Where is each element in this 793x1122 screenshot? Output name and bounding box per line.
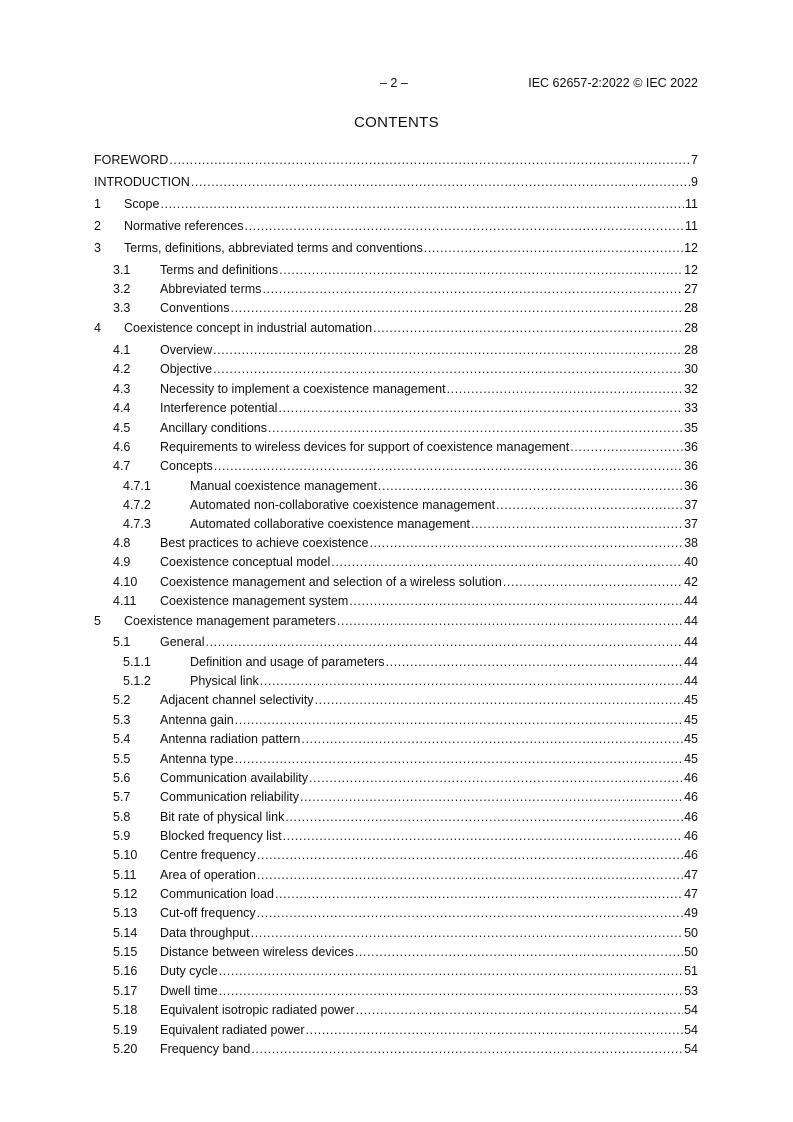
toc-entry-title: Antenna gain — [160, 713, 234, 727]
toc-entry-number: 3 — [94, 241, 101, 255]
toc-entry[interactable] — [94, 554, 698, 570]
toc-entry-page: 46 — [684, 771, 698, 785]
toc-entry[interactable] — [94, 1041, 698, 1057]
toc-entry-page: 12 — [684, 241, 698, 255]
toc-dot-leader — [235, 712, 683, 728]
toc-entry-page: 45 — [684, 732, 698, 746]
toc-entry[interactable] — [94, 770, 698, 786]
toc-entry-title: Communication availability — [160, 771, 308, 785]
toc-entry[interactable] — [94, 712, 698, 728]
toc-entry-page: 33 — [684, 401, 698, 415]
toc-dot-leader — [169, 152, 690, 168]
toc-entry-number: 5.8 — [113, 810, 131, 824]
toc-dot-leader — [570, 439, 683, 455]
toc-entry-title: Manual coexistence management — [190, 479, 377, 493]
toc-dot-leader — [355, 944, 683, 960]
toc-entry-number: 4.10 — [113, 575, 138, 589]
toc-entry-number: 2 — [94, 219, 101, 233]
toc-entry-title: Adjacent channel selectivity — [160, 693, 314, 707]
page-title: CONTENTS — [354, 114, 439, 131]
toc-dot-leader — [503, 574, 683, 590]
toc-entry[interactable] — [94, 458, 698, 474]
toc-entry[interactable] — [94, 828, 698, 844]
toc-entry-page: 47 — [684, 887, 698, 901]
toc-entry-page: 46 — [684, 848, 698, 862]
toc-entry-page: 45 — [684, 752, 698, 766]
toc-dot-leader — [283, 828, 684, 844]
toc-dot-leader — [337, 613, 683, 629]
toc-entry-title: Coexistence management and selection of a wireless solution — [160, 575, 502, 589]
toc-entry[interactable] — [94, 673, 698, 689]
toc-dot-leader — [245, 218, 685, 234]
toc-dot-leader — [279, 262, 683, 278]
toc-entry-title: Coexistence management system — [160, 594, 349, 608]
toc-entry-title: Communication load — [160, 887, 274, 901]
toc-entry[interactable] — [94, 613, 698, 629]
toc-entry-number: 4.1 — [113, 343, 131, 357]
toc-entry-number: 5 — [94, 614, 101, 628]
toc-entry-title: Terms and definitions — [160, 263, 279, 277]
toc-entry[interactable] — [94, 478, 698, 494]
toc-dot-leader — [315, 692, 684, 708]
toc-entry-title: Conventions — [160, 301, 230, 315]
toc-dot-leader — [205, 634, 683, 650]
toc-entry-number: 5.2 — [113, 693, 131, 707]
toc-entry-page: 37 — [684, 517, 698, 531]
toc-dot-leader — [257, 867, 683, 883]
toc-dot-leader — [369, 535, 683, 551]
toc-entry-title: Interference potential — [160, 401, 278, 415]
toc-entry-title: Ancillary conditions — [160, 421, 267, 435]
toc-entry[interactable] — [94, 152, 698, 168]
toc-entry-number: 5.18 — [113, 1003, 138, 1017]
toc-entry-number: 5.20 — [113, 1042, 138, 1056]
toc-entry-number: 4.4 — [113, 401, 131, 415]
toc-entry[interactable] — [94, 320, 698, 336]
toc-entry-number: 4.7 — [113, 459, 131, 473]
toc-entry-page: 45 — [684, 693, 698, 707]
toc-entry-number: 3.2 — [113, 282, 131, 296]
toc-entry-title: Abbreviated terms — [160, 282, 262, 296]
toc-entry[interactable] — [94, 944, 698, 960]
toc-dot-leader — [471, 516, 683, 532]
toc-entry[interactable] — [94, 574, 698, 590]
toc-entry-number: 4.5 — [113, 421, 131, 435]
toc-entry-number: 4 — [94, 321, 101, 335]
toc-entry-title: Necessity to implement a coexistence management — [160, 382, 446, 396]
toc-entry-page: 44 — [684, 635, 698, 649]
toc-entry-title: Blocked frequency list — [160, 829, 282, 843]
toc-entry[interactable] — [94, 516, 698, 532]
toc-entry-page: 40 — [684, 555, 698, 569]
toc-entry-page: 38 — [684, 536, 698, 550]
toc-entry-title: Coexistence conceptual model — [160, 555, 331, 569]
toc-dot-leader — [257, 905, 683, 921]
toc-entry-page: 53 — [684, 984, 698, 998]
toc-entry[interactable] — [94, 886, 698, 902]
toc-entry-title: Centre frequency — [160, 848, 256, 862]
toc-dot-leader — [268, 420, 683, 436]
toc-dot-leader — [219, 963, 683, 979]
toc-entry-number: 5.4 — [113, 732, 131, 746]
toc-dot-leader — [349, 593, 683, 609]
toc-entry[interactable] — [94, 342, 698, 358]
toc-entry-page: 27 — [684, 282, 698, 296]
toc-entry[interactable] — [94, 361, 698, 377]
toc-entry-page: 47 — [684, 868, 698, 882]
toc-dot-leader — [386, 654, 684, 670]
toc-entry-page: 11 — [685, 219, 698, 233]
toc-entry[interactable] — [94, 300, 698, 316]
toc-dot-leader — [251, 925, 683, 941]
toc-entry-page: 42 — [684, 575, 698, 589]
toc-entry-title: Frequency band — [160, 1042, 251, 1056]
toc-entry-title: Automated collaborative coexistence management — [190, 517, 471, 531]
toc-dot-leader — [447, 381, 684, 397]
toc-dot-leader — [260, 673, 683, 689]
toc-entry-number: 5.1.2 — [123, 674, 151, 688]
toc-entry-title: Normative references — [124, 219, 244, 233]
toc-entry-number: 5.1 — [113, 635, 131, 649]
toc-entry[interactable] — [94, 381, 698, 397]
toc-entry-title: Antenna type — [160, 752, 234, 766]
toc-entry[interactable] — [94, 196, 698, 212]
toc-entry-page: 44 — [684, 614, 698, 628]
toc-dot-leader — [160, 196, 684, 212]
toc-entry-number: 4.11 — [113, 594, 137, 608]
toc-entry[interactable] — [94, 281, 698, 297]
toc-entry-page: 54 — [684, 1003, 698, 1017]
toc-entry-number: 4.2 — [113, 362, 131, 376]
toc-dot-leader — [213, 361, 683, 377]
toc-entry-page: 44 — [684, 594, 698, 608]
toc-entry-title: Equivalent radiated power — [160, 1023, 305, 1037]
page-number: – 2 – — [380, 76, 408, 90]
toc-dot-leader — [306, 1022, 684, 1038]
toc-entry-number: 5.19 — [113, 1023, 138, 1037]
toc-entry-page: 36 — [684, 459, 698, 473]
toc-entry-number: 3.1 — [113, 263, 131, 277]
toc-dot-leader — [424, 240, 683, 256]
toc-dot-leader — [300, 789, 683, 805]
toc-entry[interactable] — [94, 262, 698, 278]
toc-entry-title: Duty cycle — [160, 964, 218, 978]
toc-dot-leader — [235, 751, 683, 767]
toc-entry-title: FOREWORD — [94, 153, 169, 167]
toc-entry-page: 28 — [684, 321, 698, 335]
toc-entry-page: 37 — [684, 498, 698, 512]
toc-entry-title: Best practices to achieve coexistence — [160, 536, 369, 550]
toc-entry-page: 50 — [684, 926, 698, 940]
toc-entry-page: 28 — [684, 301, 698, 315]
toc-entry-page: 12 — [684, 263, 698, 277]
toc-dot-leader — [278, 400, 683, 416]
toc-entry-page: 54 — [684, 1023, 698, 1037]
toc-entry[interactable] — [94, 420, 698, 436]
toc-entry-page: 44 — [684, 674, 698, 688]
toc-dot-leader — [257, 847, 683, 863]
toc-entry-page: 54 — [684, 1042, 698, 1056]
toc-entry-number: 3.3 — [113, 301, 131, 315]
toc-entry-page: 46 — [684, 829, 698, 843]
toc-entry[interactable] — [94, 439, 698, 455]
toc-entry-number: 4.3 — [113, 382, 131, 396]
toc-entry-page: 35 — [684, 421, 698, 435]
toc-entry-number: 5.7 — [113, 790, 131, 804]
toc-entry-title: Antenna radiation pattern — [160, 732, 301, 746]
document-reference: IEC 62657-2:2022 © IEC 2022 — [528, 76, 698, 90]
toc-entry[interactable] — [94, 789, 698, 805]
toc-dot-leader — [309, 770, 683, 786]
toc-entry-number: 5.3 — [113, 713, 131, 727]
toc-entry[interactable] — [94, 847, 698, 863]
toc-entry-page: 44 — [684, 655, 698, 669]
toc-entry-number: 5.14 — [113, 926, 138, 940]
toc-entry-title: Coexistence management parameters — [124, 614, 336, 628]
toc-entry-page: 49 — [684, 906, 698, 920]
toc-entry[interactable] — [94, 692, 698, 708]
toc-entry-number: 4.9 — [113, 555, 131, 569]
toc-entry-number: 4.6 — [113, 440, 131, 454]
toc-entry-title: Scope — [124, 197, 160, 211]
toc-entry[interactable] — [94, 218, 698, 234]
toc-entry-number: 4.7.1 — [123, 479, 151, 493]
toc-entry-number: 5.17 — [113, 984, 138, 998]
toc-dot-leader — [275, 886, 683, 902]
toc-entry[interactable] — [94, 654, 698, 670]
toc-entry-page: 30 — [684, 362, 698, 376]
toc-entry-title: INTRODUCTION — [94, 175, 190, 189]
toc-entry-title: Equivalent isotropic radiated power — [160, 1003, 355, 1017]
toc-entry-number: 5.1.1 — [123, 655, 151, 669]
toc-entry[interactable] — [94, 1022, 698, 1038]
toc-dot-leader — [214, 458, 683, 474]
toc-entry[interactable] — [94, 867, 698, 883]
toc-entry[interactable] — [94, 963, 698, 979]
toc-entry-number: 5.13 — [113, 906, 138, 920]
toc-dot-leader — [219, 983, 683, 999]
toc-dot-leader — [213, 342, 683, 358]
toc-dot-leader — [373, 320, 683, 336]
toc-dot-leader — [496, 497, 683, 513]
toc-entry-number: 5.15 — [113, 945, 138, 959]
toc-entry-number: 5.16 — [113, 964, 138, 978]
toc-entry-number: 5.11 — [113, 868, 137, 882]
toc-entry-number: 5.10 — [113, 848, 138, 862]
toc-entry-page: 51 — [684, 964, 698, 978]
toc-entry-page: 36 — [684, 440, 698, 454]
toc-entry-title: Concepts — [160, 459, 213, 473]
toc-dot-leader — [191, 174, 690, 190]
toc-dot-leader — [262, 281, 683, 297]
toc-entry-title: Physical link — [190, 674, 259, 688]
toc-entry[interactable] — [94, 593, 698, 609]
toc-entry-page: 50 — [684, 945, 698, 959]
toc-dot-leader — [331, 554, 683, 570]
toc-dot-leader — [251, 1041, 683, 1057]
toc-entry-number: 1 — [94, 197, 101, 211]
toc-entry-title: Coexistence concept in industrial automation — [124, 321, 373, 335]
toc-entry-title: Objective — [160, 362, 213, 376]
toc-entry-title: Communication reliability — [160, 790, 299, 804]
toc-entry[interactable] — [94, 174, 698, 190]
toc-entry-title: Area of operation — [160, 868, 256, 882]
toc-entry-page: 28 — [684, 343, 698, 357]
toc-entry-page: 36 — [684, 479, 698, 493]
toc-entry-title: General — [160, 635, 205, 649]
toc-entry[interactable] — [94, 905, 698, 921]
toc-entry-page: 46 — [684, 810, 698, 824]
toc-entry[interactable] — [94, 400, 698, 416]
toc-entry[interactable] — [94, 240, 698, 256]
toc-entry-number: 5.12 — [113, 887, 138, 901]
toc-entry[interactable] — [94, 925, 698, 941]
toc-entry-page: 11 — [685, 197, 698, 211]
toc-entry-title: Distance between wireless devices — [160, 945, 354, 959]
toc-entry-number: 5.9 — [113, 829, 131, 843]
toc-dot-leader — [301, 731, 683, 747]
toc-entry[interactable] — [94, 497, 698, 513]
toc-entry[interactable] — [94, 983, 698, 999]
toc-entry[interactable] — [94, 809, 698, 825]
toc-entry-title: Data throughput — [160, 926, 250, 940]
toc-dot-leader — [231, 300, 684, 316]
toc-entry[interactable] — [94, 751, 698, 767]
toc-entry-page: 46 — [684, 790, 698, 804]
toc-entry-title: Definition and usage of parameters — [190, 655, 385, 669]
toc-entry-page: 32 — [684, 382, 698, 396]
toc-entry-page: 7 — [691, 153, 698, 167]
toc-entry-title: Automated non-collaborative coexistence management — [190, 498, 496, 512]
toc-entry-title: Bit rate of physical link — [160, 810, 285, 824]
toc-entry-number: 5.6 — [113, 771, 131, 785]
toc-dot-leader — [356, 1002, 684, 1018]
toc-dot-leader — [285, 809, 683, 825]
toc-entry-number: 4.7.3 — [123, 517, 151, 531]
toc-entry-title: Cut-off frequency — [160, 906, 256, 920]
toc-entry[interactable] — [94, 634, 698, 650]
toc-entry-number: 5.5 — [113, 752, 131, 766]
toc-dot-leader — [378, 478, 683, 494]
toc-entry-title: Terms, definitions, abbreviated terms and conventions — [124, 241, 423, 255]
toc-entry[interactable] — [94, 731, 698, 747]
toc-entry-page: 45 — [684, 713, 698, 727]
toc-entry-page: 9 — [691, 175, 698, 189]
toc-entry-title: Requirements to wireless devices for support of coexistence management — [160, 440, 570, 454]
page-header — [94, 76, 698, 92]
toc-entry-number: 4.8 — [113, 536, 131, 550]
toc-entry-title: Overview — [160, 343, 213, 357]
toc-entry[interactable] — [94, 535, 698, 551]
toc-entry[interactable] — [94, 1002, 698, 1018]
toc-entry-title: Dwell time — [160, 984, 218, 998]
toc-entry-number: 4.7.2 — [123, 498, 151, 512]
